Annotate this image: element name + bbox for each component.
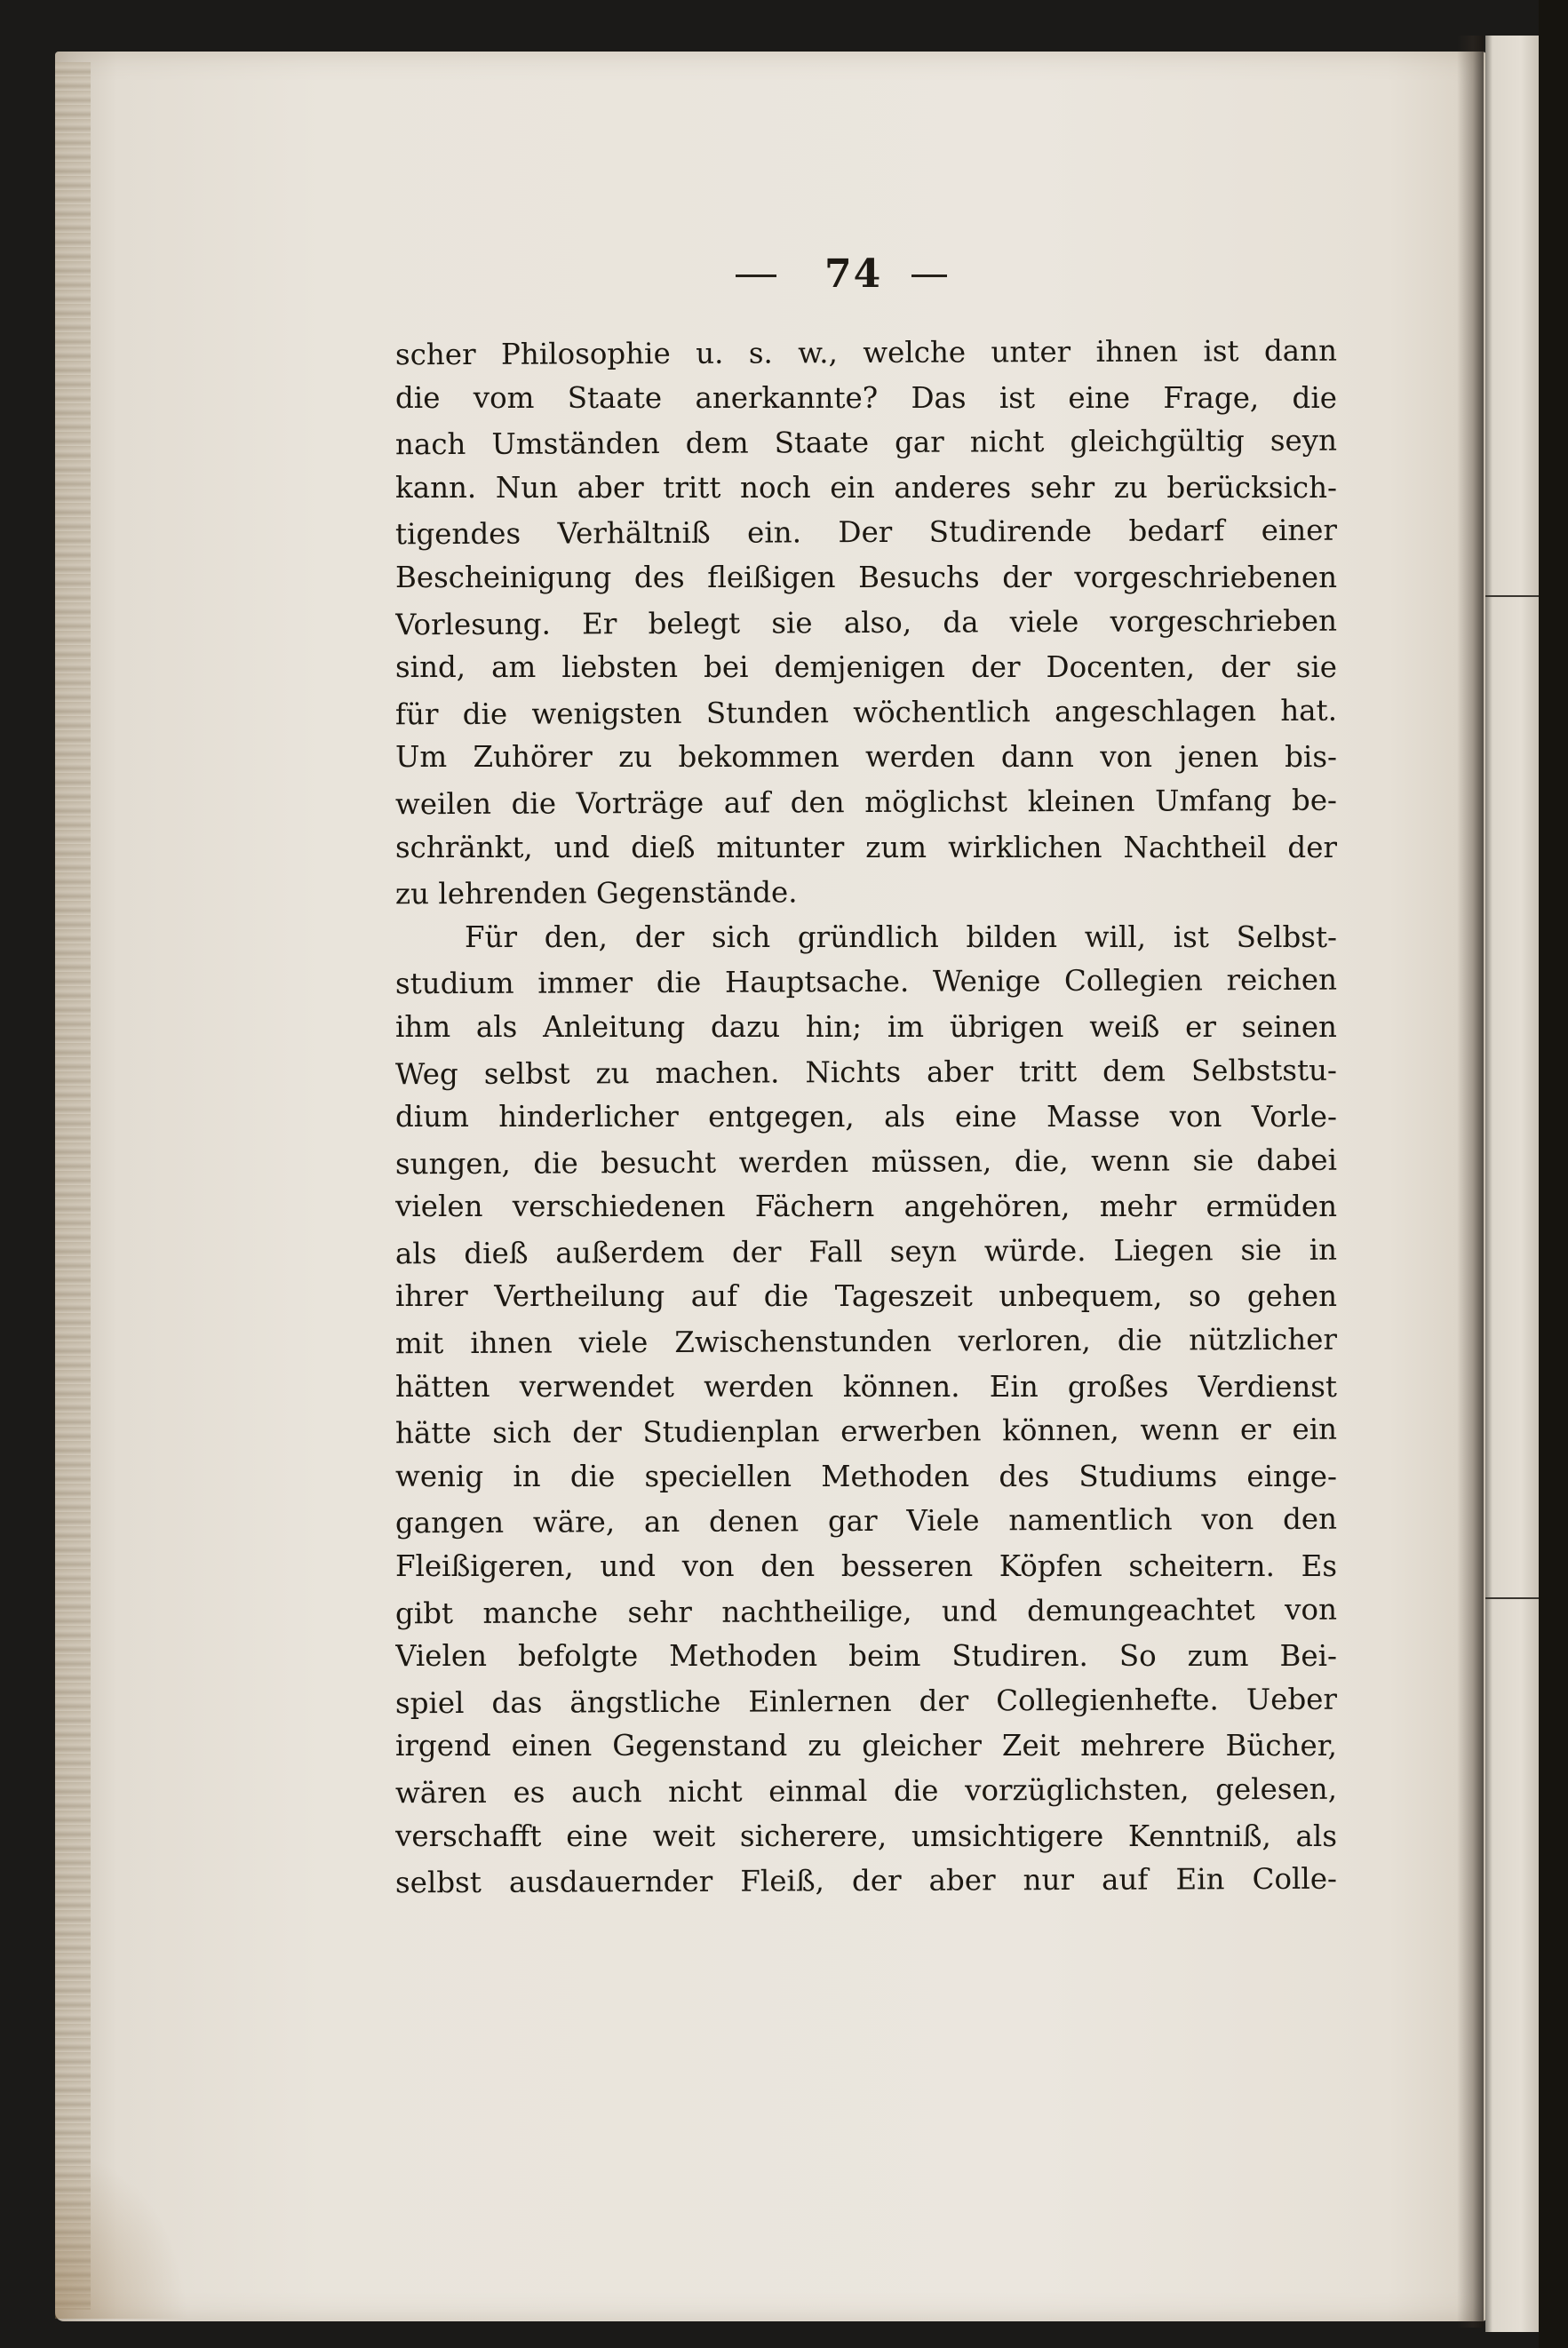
paragraph-line: ihm als Anleitung dazu hin; im übrigen weiß er seinen	[395, 1009, 1337, 1044]
page-stain	[55, 2150, 188, 2319]
paragraph-line: studium immer die Hauptsache. Wenige Collegien reichen	[394, 963, 1338, 1001]
paragraph-line: schränkt, und dieß mitunter zum wirklichen Nachtheil der	[395, 830, 1337, 864]
paragraph-line: sind, am liebsten bei demjenigen der Docenten, der sie	[395, 650, 1337, 685]
paragraph-line: spiel das ängstliche Einlernen der Collegienhefte. Ueber	[394, 1682, 1338, 1721]
paragraph-line: zu lehrenden Gegenstände.	[394, 875, 798, 911]
paragraph-line: selbst ausdauernder Fleiß, der aber nur auf Ein Colle-	[394, 1861, 1338, 1900]
paragraph-line: vielen verschiedenen Fächern angehören, mehr ermüden	[395, 1190, 1337, 1224]
paragraph-line: wären es auch nicht einmal die vorzüglichsten, gelesen,	[394, 1771, 1338, 1811]
paragraph-line: Weg selbst zu machen. Nichts aber tritt dem Selbststu-	[394, 1053, 1338, 1091]
page-fore-edge	[55, 62, 91, 2310]
running-head	[728, 251, 977, 305]
binding-gutter	[1457, 36, 1484, 2328]
spine-shadow	[1539, 0, 1568, 2348]
paragraph-line: Für den, der sich gründlich bilden will, ist Selbst-	[465, 919, 1337, 954]
paragraph-line: verschafft eine weit sicherere, umsichtigere Kenntniß, als	[395, 1819, 1337, 1853]
paragraph-line: gibt manche sehr nachtheilige, und demungeachtet von	[394, 1592, 1338, 1630]
header-dash-left	[736, 275, 776, 277]
paragraph-line: nach Umständen dem Staate gar nicht gleichgültig seyn	[394, 423, 1338, 462]
paragraph-line: als dieß außerdem der Fall seyn würde. Liegen sie in	[394, 1232, 1338, 1271]
paragraph-line: Fleißigeren, und von den besseren Köpfen scheitern. Es	[395, 1549, 1337, 1584]
paragraph-line: Vielen befolgte Methoden beim Studiren. So zum Bei-	[395, 1639, 1337, 1674]
header-dash-right	[911, 275, 947, 277]
paragraph-line: sungen, die besucht werden müssen, die, wenn sie dabei	[394, 1142, 1338, 1181]
paragraph-line: mit ihnen viele Zwischenstunden verloren, die nützlicher	[394, 1322, 1338, 1361]
paragraph-line: Bescheinigung des fleißigen Besuchs der vorgeschriebenen	[395, 560, 1337, 594]
paragraph-line: kann. Nun aber tritt noch ein anderes sehr zu berücksich-	[395, 470, 1337, 505]
paragraph-line: die vom Staate anerkannte? Das ist eine Frage, die	[395, 380, 1337, 415]
adjacent-page-edge	[1485, 36, 1539, 2332]
paragraph-line: weilen die Vorträge auf den möglichst kleinen Umfang be-	[394, 783, 1338, 822]
paragraph-line: Um Zuhörer zu bekommen werden dann von jenen bis-	[395, 740, 1337, 775]
paragraph-line: hätte sich der Studienplan erwerben können, wenn er ein	[394, 1412, 1338, 1451]
body-text	[395, 330, 1337, 1904]
paragraph-line: gangen wäre, an denen gar Viele namentlich von den	[394, 1502, 1338, 1540]
paragraph-line: scher Philosophie u. s. w., welche unter ihnen ist dann	[394, 333, 1338, 372]
paragraph-line: tigendes Verhältniß ein. Der Studirende bedarf einer	[394, 513, 1338, 552]
paragraph-line: hätten verwendet werden können. Ein großes Verdienst	[395, 1369, 1337, 1404]
paragraph-line: ihrer Vertheilung auf die Tageszeit unbequem, so gehen	[395, 1279, 1337, 1314]
paragraph-line: irgend einen Gegenstand zu gleicher Zeit mehrere Bücher,	[395, 1729, 1337, 1763]
page-number: 74	[824, 251, 883, 297]
paragraph-line: für die wenigsten Stunden wöchentlich angeschlagen hat.	[394, 693, 1338, 732]
paragraph-line: wenig in die speciellen Methoden des Studiums einge-	[395, 1459, 1337, 1493]
paragraph-line: dium hinderlicher entgegen, als eine Masse von Vorle-	[395, 1100, 1337, 1134]
paragraph-line: Vorlesung. Er belegt sie also, da viele vorgeschrieben	[394, 603, 1338, 641]
